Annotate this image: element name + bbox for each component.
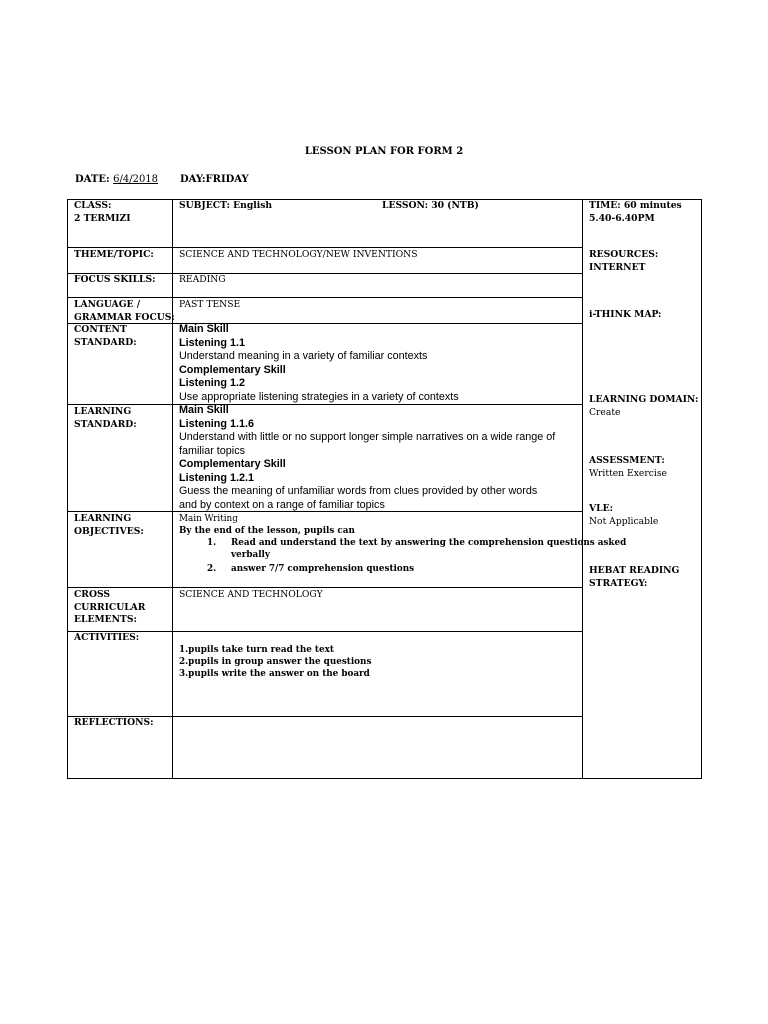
cross-label-line3: ELEMENTS: [74,614,137,625]
main-skill-heading: Main Skill [179,323,229,335]
assessment-value: Written Exercise [589,467,667,479]
resources-field [583,249,664,274]
activity-item: 2.pupils in group answer the questions [179,657,372,667]
cross-curricular-label [68,589,151,627]
cross-label-line2: CURRICULAR [74,601,146,613]
hebat-label-line2: STRATEGY: [589,577,648,589]
theme-value: SCIENCE AND TECHNOLOGY/NEW INVENTIONS [179,249,418,260]
main-skill-heading: Main Skill [179,404,229,416]
reflections-label: REFLECTIONS: [74,717,154,728]
class-value: 2 TERMIZI [74,212,131,224]
content-text: Use appropriate listening strategies in a variety of contexts [179,390,459,403]
objectives-intro: By the end of the lesson, pupils can [179,526,355,536]
content-label-line1: CONTENT [74,324,127,335]
vle-value: Not Applicable [589,515,659,527]
standard-text: Understand with little or no support longer simple narratives on a wide range of [179,431,556,443]
objectives-label-line2: OBJECTIVES: [74,525,144,537]
vle-label: VLE: [589,503,613,514]
objective-item-1: 1. Read and understand the text by answering the comprehension questions asked [207,538,627,548]
assessment-field [583,455,673,480]
day-field: DAY:FRIDAY [180,174,249,185]
learning-standard-label-line1: LEARNING [74,406,132,417]
objective-item-text: Read and understand the text by answering the comprehension questions asked [231,538,627,548]
standard-text: familiar topics [179,444,245,457]
column-divider-2 [582,199,583,779]
activities-label: ACTIVITIES: [74,632,140,643]
date-value: 6/4/2018 [113,174,159,185]
activity-item: 1.pupils take turn read the text [179,645,334,655]
date-field [75,174,158,185]
complementary-skill-heading: Complementary Skill [179,458,286,470]
cross-curricular-value: SCIENCE AND TECHNOLOGY [179,589,323,600]
learning-domain-label: LEARNING DOMAIN: [589,394,699,405]
learning-standard-label [68,406,143,431]
subject-field [173,200,278,213]
standard-text: Guess the meaning of unfamiliar words from clues provided by other words [179,485,538,497]
class-label-line1: CLASS: [74,200,112,211]
language-label-line1: LANGUAGE / [74,299,141,310]
objective-item-text: answer 7/7 comprehension questions [231,564,415,574]
table-right-border [701,199,702,779]
language-label-line2: GRAMMAR FOCUS: [74,311,175,323]
resources-value: INTERNET [589,261,646,273]
row-divider [67,247,583,248]
lesson-text: LESSON: 30 (NTB) [382,200,479,211]
objectives-label [68,513,150,538]
vle-field [583,503,664,528]
page-title: LESSON PLAN FOR FORM 2 [304,146,464,157]
objectives-label-line1: LEARNING [74,513,132,524]
content-label-line2: STANDARD: [74,336,137,348]
time-value: 5.40-6.40PM [589,212,655,224]
learning-standard-value [173,404,561,512]
content-standard-label [68,324,143,349]
cross-label-line1: CROSS [74,589,111,600]
resources-label: RESOURCES: [589,249,659,260]
learning-domain-field [583,394,704,419]
complementary-skill-heading: Complementary Skill [179,363,286,376]
content-text: Understand meaning in a variety of familiar contexts [179,350,428,362]
language-label [68,299,181,324]
learning-standard-label-line2: STANDARD: [74,418,137,430]
hebat-label-line1: HEBAT READING [589,565,680,576]
standard-text: and by context on a range of familiar topics [179,498,385,511]
objective-item-text: verbally [231,550,270,560]
assessment-label: ASSESSMENT: [589,455,665,466]
focus-label: FOCUS SKILLS: [74,274,156,285]
subject-text: SUBJECT: English [179,200,273,211]
listening-heading: Listening 1.1 [179,336,245,349]
language-value: PAST TENSE [179,299,241,310]
objectives-value [173,513,632,575]
lesson-field [376,200,485,213]
time-label: TIME: 60 minutes [589,200,682,211]
learning-domain-value: Create [589,406,621,418]
time-field [583,200,688,225]
date-label: DATE: [75,174,110,185]
row-divider [67,587,583,588]
listening-heading: Listening 1.2 [179,377,245,389]
theme-label: THEME/TOPIC: [74,249,154,260]
ithink-map-label: i-THINK MAP: [589,309,662,320]
class-label [68,200,137,225]
hebat-reading-strategy-label [583,565,685,590]
table-bottom-border [67,778,702,779]
activity-item: 3.pupils write the answer on the board [179,669,370,679]
listening-heading: Listening 1.1.6 [179,417,254,430]
listening-heading: Listening 1.2.1 [179,471,254,484]
focus-value: READING [179,274,226,285]
content-standard-value [173,323,465,404]
objectives-heading: Main Writing [179,514,238,524]
row-divider [67,297,583,298]
activities-list [173,644,377,680]
objective-item-2: 2. answer 7/7 comprehension questions [207,564,415,574]
